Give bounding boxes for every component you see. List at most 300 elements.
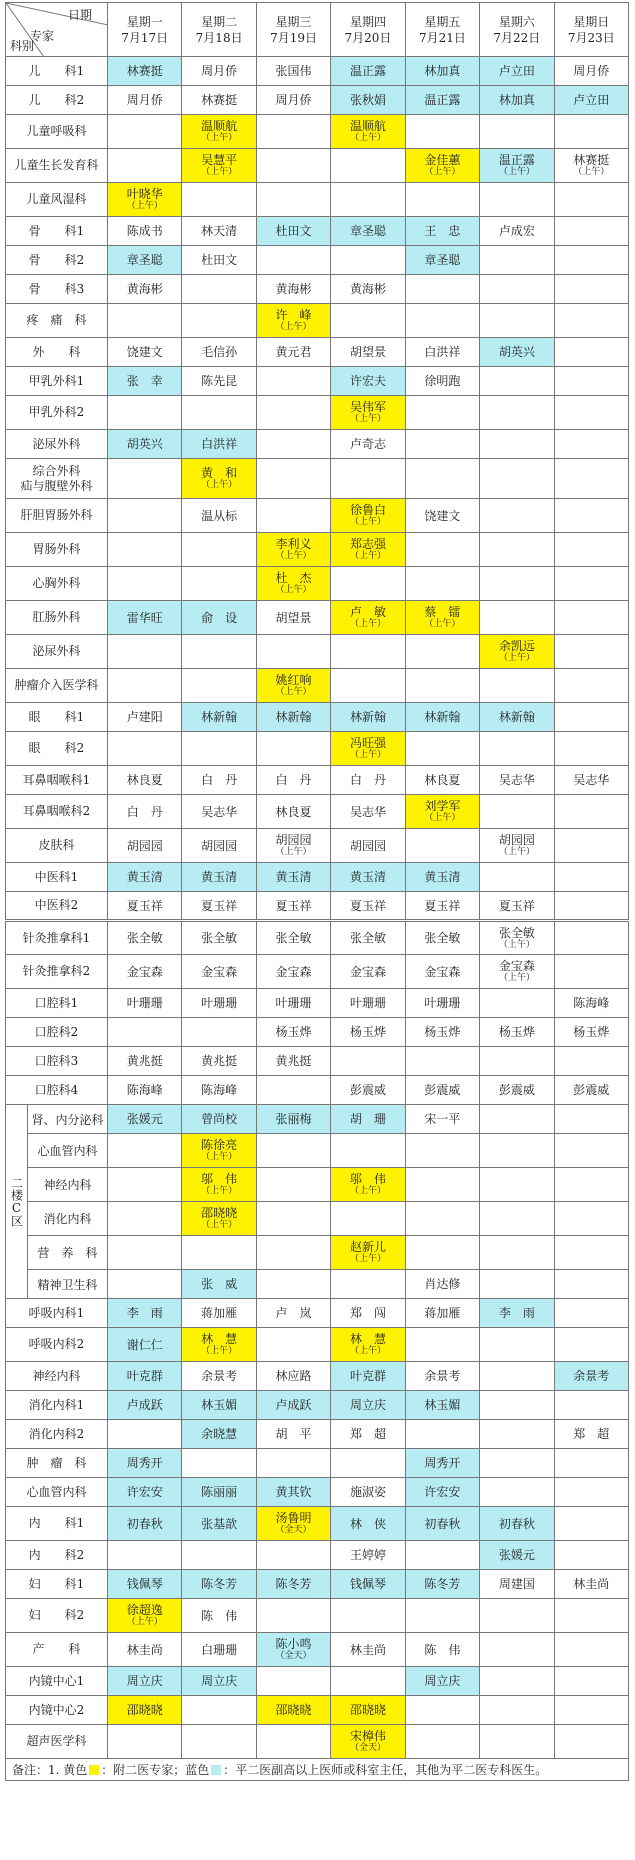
doctor-cell: [182, 459, 256, 499]
doctor-cell: [182, 829, 256, 863]
doctor-name: 蔡 镭: [424, 605, 461, 619]
doctor-cell: [480, 892, 554, 921]
doctor-cell: [331, 863, 405, 892]
doctor-cell: [256, 989, 330, 1018]
session-note: （上午）: [201, 167, 238, 177]
doctor-name: 卢成宏: [498, 224, 535, 238]
doctor-cell: [554, 703, 628, 732]
doctor-cell: [554, 1541, 628, 1570]
doctor-cell: [480, 338, 554, 367]
doctor-cell: [182, 1633, 256, 1667]
doctor-name: 林 侠: [349, 1516, 386, 1531]
doctor-name: 邵晓晓: [349, 1703, 386, 1717]
doctor-name: 黄玉清: [201, 870, 238, 884]
doctor-name: 许宏安: [424, 1485, 461, 1499]
doctor-cell: [331, 1696, 405, 1725]
doctor-cell: [554, 459, 628, 499]
session-note: （上午）: [349, 750, 386, 760]
doctor-cell: [331, 601, 405, 635]
day-header: [108, 3, 182, 57]
department-name: 骨 科3: [6, 275, 108, 304]
doctor-cell: [331, 367, 405, 396]
doctor-cell: [554, 1633, 628, 1667]
doctor-cell: [108, 1599, 182, 1633]
doctor-cell: [331, 892, 405, 921]
schedule-row: [6, 1420, 629, 1449]
doctor-cell: [182, 1202, 256, 1236]
department-name: 皮肤科: [6, 829, 108, 863]
department-name: 胃肠外科: [6, 533, 108, 567]
doctor-cell: [331, 1076, 405, 1105]
doctor-cell: [554, 57, 628, 86]
doctor-name: 叶晓华: [126, 187, 163, 201]
doctor-cell: [331, 1299, 405, 1328]
schedule-row: [6, 732, 629, 766]
department-name: 心血管内科: [28, 1134, 108, 1168]
session-note: （上午）: [498, 939, 535, 950]
doctor-cell: [182, 732, 256, 766]
doctor-name: 卢立田: [573, 93, 610, 107]
doctor-name: 陈 伟: [201, 1608, 238, 1623]
doctor-name: 林新翰: [201, 710, 238, 724]
doctor-name: 林赛挺: [201, 93, 238, 107]
doctor-name: 叶珊珊: [126, 996, 163, 1010]
schedule-row: [6, 115, 629, 149]
doctor-name: 张国伟: [275, 64, 312, 78]
group-label: 二楼C区: [6, 1105, 28, 1299]
doctor-name: 姚红响: [275, 673, 312, 687]
doctor-cell: [256, 1328, 330, 1362]
schedule-table: [5, 2, 629, 1759]
doctor-cell: [480, 430, 554, 459]
doctor-cell: [182, 1570, 256, 1599]
doctor-cell: [480, 1667, 554, 1696]
doctor-name: 夏玉祥: [498, 898, 535, 913]
doctor-cell: [480, 1168, 554, 1202]
doctor-cell: [480, 567, 554, 601]
doctor-name: 王婷婷: [349, 1548, 386, 1562]
doctor-cell: [108, 217, 182, 246]
doctor-cell: [331, 1541, 405, 1570]
department-name: 儿童生长发育科: [6, 149, 108, 183]
doctor-cell: [256, 217, 330, 246]
doctor-cell: [256, 338, 330, 367]
doctor-name: 彭震威: [573, 1083, 610, 1097]
department-name: 神经内科: [28, 1168, 108, 1202]
session-note: （上午）: [201, 1346, 238, 1356]
doctor-cell: [554, 1047, 628, 1076]
doctor-name: 吴志华: [201, 804, 238, 819]
doctor-name: 叶克群: [126, 1369, 163, 1383]
note-yellow-text: ：附二医专家；蓝色: [101, 1763, 210, 1777]
doctor-cell: [405, 1047, 479, 1076]
doctor-cell: [405, 795, 479, 829]
department-name: 营 养 科: [28, 1236, 108, 1270]
department-name: 口腔科2: [6, 1018, 108, 1047]
doctor-name: 林 慧: [349, 1332, 386, 1346]
doctor-cell: [480, 635, 554, 669]
schedule-row: [6, 829, 629, 863]
doctor-cell: [480, 732, 554, 766]
doctor-name: 白 丹: [201, 773, 238, 787]
doctor-cell: [331, 1362, 405, 1391]
doctor-cell: [256, 955, 330, 989]
doctor-name: 陈海峰: [126, 1083, 163, 1097]
doctor-cell: [331, 217, 405, 246]
doctor-name: 张全敏: [498, 925, 535, 940]
doctor-cell: [108, 1362, 182, 1391]
doctor-cell: [182, 1018, 256, 1047]
session-note: （上午）: [275, 847, 312, 857]
doctor-cell: [554, 396, 628, 430]
doctor-cell: [405, 1362, 479, 1391]
doctor-cell: [256, 86, 330, 115]
doctor-cell: [182, 1076, 256, 1105]
doctor-name: 金宝森: [498, 959, 535, 973]
doctor-cell: [182, 892, 256, 921]
date-value: 7月20日: [344, 30, 392, 45]
doctor-cell: [554, 1667, 628, 1696]
schedule-row: [6, 1236, 629, 1270]
doctor-cell: [331, 275, 405, 304]
session-note: （上午）: [126, 201, 163, 211]
doctor-cell: [108, 1236, 182, 1270]
doctor-name: 邵晓晓: [201, 1206, 238, 1220]
doctor-name: 彭震威: [498, 1083, 535, 1097]
doctor-cell: [331, 1134, 405, 1168]
department-name: 中医科1: [6, 863, 108, 892]
department-name: 呼吸内科1: [6, 1299, 108, 1328]
doctor-cell: [108, 1018, 182, 1047]
schedule-row: [6, 1633, 629, 1667]
doctor-cell: [331, 1507, 405, 1541]
doctor-name: 林良夏: [424, 773, 461, 787]
doctor-name: 林 慧: [201, 1332, 238, 1346]
doctor-cell: [554, 1599, 628, 1633]
doctor-name: 周月侨: [573, 64, 610, 78]
doctor-name: 毛信孙: [201, 345, 238, 359]
day-header: [256, 3, 330, 57]
doctor-cell: [182, 1134, 256, 1168]
doctor-cell: [182, 1391, 256, 1420]
doctor-cell: [256, 1420, 330, 1449]
doctor-cell: [331, 989, 405, 1018]
session-note: （全天）: [275, 1651, 312, 1661]
blue-swatch: [211, 1765, 221, 1775]
doctor-name: 林天清: [201, 224, 238, 238]
doctor-cell: [554, 149, 628, 183]
header-row: [6, 3, 629, 57]
doctor-name: 卢建阳: [126, 710, 163, 724]
doctor-name: 金宝森: [275, 964, 312, 979]
doctor-cell: [108, 1478, 182, 1507]
doctor-name: 李 雨: [498, 1306, 535, 1320]
session-note: （上午）: [573, 167, 610, 177]
doctor-cell: [108, 1449, 182, 1478]
doctor-cell: [108, 367, 182, 396]
doctor-cell: [405, 1667, 479, 1696]
doctor-cell: [405, 635, 479, 669]
doctor-name: 张全敏: [275, 931, 312, 945]
department-name: 产 科: [6, 1633, 108, 1667]
doctor-name: 徐鲁白: [349, 503, 386, 517]
doctor-cell: [256, 829, 330, 863]
date-value: 7月18日: [195, 30, 243, 45]
doctor-cell: [256, 1299, 330, 1328]
doctor-cell: [108, 86, 182, 115]
doctor-cell: [256, 275, 330, 304]
doctor-cell: [331, 795, 405, 829]
corner-cell: [6, 3, 108, 57]
doctor-name: 林新翰: [275, 710, 312, 724]
doctor-cell: [182, 338, 256, 367]
doctor-name: 林应路: [275, 1369, 312, 1383]
doctor-name: 陈冬芳: [275, 1577, 312, 1591]
schedule-row: [6, 567, 629, 601]
doctor-cell: [108, 1696, 182, 1725]
session-note: （上午）: [275, 322, 312, 332]
doctor-cell: [108, 989, 182, 1018]
session-note: （上午）: [201, 480, 238, 490]
doctor-cell: [256, 533, 330, 567]
doctor-cell: [182, 669, 256, 703]
doctor-cell: [480, 1328, 554, 1362]
doctor-name: 林玉媚: [424, 1398, 461, 1412]
doctor-cell: [480, 217, 554, 246]
doctor-name: 胡园园: [275, 833, 312, 847]
doctor-cell: [405, 115, 479, 149]
doctor-name: 胡 珊: [349, 1112, 386, 1126]
doctor-cell: [554, 86, 628, 115]
doctor-cell: [182, 396, 256, 430]
doctor-name: 吴志华: [498, 773, 535, 787]
doctor-name: 黄海彬: [275, 282, 312, 296]
doctor-name: 黄玉清: [349, 870, 386, 884]
doctor-cell: [480, 989, 554, 1018]
doctor-cell: [405, 430, 479, 459]
doctor-cell: [108, 766, 182, 795]
doctor-cell: [554, 115, 628, 149]
schedule-row: [6, 367, 629, 396]
doctor-cell: [480, 1236, 554, 1270]
doctor-cell: [108, 459, 182, 499]
doctor-cell: [554, 367, 628, 396]
doctor-cell: [182, 1696, 256, 1725]
doctor-cell: [331, 338, 405, 367]
doctor-cell: [405, 1270, 479, 1299]
doctor-cell: [554, 1134, 628, 1168]
doctor-name: 陈先昆: [201, 374, 238, 388]
doctor-cell: [405, 732, 479, 766]
doctor-cell: [331, 921, 405, 955]
doctor-cell: [554, 567, 628, 601]
doctor-cell: [182, 1507, 256, 1541]
schedule-row: [6, 669, 629, 703]
doctor-cell: [182, 766, 256, 795]
footnote: [5, 1759, 629, 1781]
doctor-cell: [331, 1633, 405, 1667]
doctor-name: 白 丹: [349, 773, 386, 787]
doctor-cell: [405, 703, 479, 732]
doctor-cell: [480, 86, 554, 115]
doctor-cell: [480, 1725, 554, 1759]
doctor-cell: [405, 246, 479, 275]
doctor-cell: [256, 795, 330, 829]
doctor-name: 郑 超: [573, 1427, 610, 1441]
doctor-cell: [405, 1478, 479, 1507]
doctor-cell: [405, 1599, 479, 1633]
doctor-cell: [331, 1725, 405, 1759]
doctor-cell: [480, 1696, 554, 1725]
doctor-cell: [331, 1449, 405, 1478]
doctor-cell: [182, 275, 256, 304]
doctor-name: 余晓慧: [201, 1427, 238, 1441]
doctor-name: 蒋加雁: [424, 1306, 461, 1320]
doctor-name: 周月侨: [275, 93, 312, 107]
doctor-name: 陈丽丽: [201, 1485, 238, 1499]
doctor-cell: [405, 669, 479, 703]
department-name: 耳鼻咽喉科1: [6, 766, 108, 795]
doctor-name: 黄玉清: [424, 870, 461, 884]
doctor-cell: [480, 499, 554, 533]
doctor-cell: [480, 183, 554, 217]
doctor-cell: [182, 533, 256, 567]
doctor-name: 林新翰: [424, 710, 461, 724]
department-name: 针灸推拿科1: [6, 921, 108, 955]
doctor-cell: [182, 430, 256, 459]
doctor-cell: [108, 183, 182, 217]
doctor-cell: [182, 183, 256, 217]
doctor-cell: [480, 1599, 554, 1633]
doctor-cell: [182, 1299, 256, 1328]
department-name: 儿童呼吸科: [6, 115, 108, 149]
department-name: 超声医学科: [6, 1725, 108, 1759]
doctor-name: 叶珊珊: [349, 996, 386, 1010]
department-name: 内镜中心1: [6, 1667, 108, 1696]
doctor-name: 施淑姿: [349, 1485, 386, 1499]
doctor-name: 张 幸: [126, 374, 163, 388]
doctor-name: 周立庆: [126, 1674, 163, 1688]
doctor-cell: [405, 396, 479, 430]
doctor-name: 郑 超: [349, 1427, 386, 1441]
doctor-cell: [182, 989, 256, 1018]
session-note: （上午）: [349, 1254, 386, 1264]
doctor-cell: [182, 921, 256, 955]
department-name: 眼 科1: [6, 703, 108, 732]
doctor-cell: [182, 1599, 256, 1633]
doctor-name: 彭震威: [349, 1083, 386, 1097]
department-name: 肿 瘤 科: [6, 1449, 108, 1478]
doctor-cell: [108, 1047, 182, 1076]
doctor-cell: [108, 795, 182, 829]
doctor-cell: [480, 955, 554, 989]
doctor-cell: [331, 955, 405, 989]
doctor-cell: [331, 115, 405, 149]
doctor-cell: [108, 1391, 182, 1420]
schedule-row: [6, 499, 629, 533]
doctor-cell: [331, 829, 405, 863]
doctor-cell: [108, 1105, 182, 1134]
schedule-row: [6, 703, 629, 732]
schedule-row: [6, 989, 629, 1018]
doctor-cell: [480, 1507, 554, 1541]
department-name: 骨 科2: [6, 246, 108, 275]
date-value: 7月23日: [567, 30, 615, 45]
doctor-name: 张基歆: [201, 1516, 238, 1531]
doctor-cell: [480, 246, 554, 275]
doctor-cell: [182, 367, 256, 396]
doctor-name: 胡英兴: [498, 345, 535, 359]
doctor-name: 叶珊珊: [275, 996, 312, 1010]
schedule-row: [6, 57, 629, 86]
yellow-swatch: [89, 1765, 99, 1775]
doctor-cell: [256, 1449, 330, 1478]
doctor-cell: [256, 1696, 330, 1725]
department-name: 神经内科: [6, 1362, 108, 1391]
doctor-name: 胡园园: [201, 838, 238, 853]
department-name: 肛肠外科: [6, 601, 108, 635]
department-name: 肾、内分泌科: [28, 1105, 108, 1134]
schedule-row: [6, 766, 629, 795]
doctor-cell: [256, 1168, 330, 1202]
doctor-name: 陈海峰: [573, 996, 610, 1010]
doctor-cell: [182, 703, 256, 732]
doctor-cell: [480, 1391, 554, 1420]
department-name: 心胸外科: [6, 567, 108, 601]
doctor-cell: [554, 1725, 628, 1759]
session-note: （上午）: [349, 551, 386, 561]
doctor-cell: [256, 1134, 330, 1168]
doctor-cell: [480, 795, 554, 829]
day-header: [331, 3, 405, 57]
doctor-cell: [331, 533, 405, 567]
doctor-cell: [256, 1391, 330, 1420]
schedule-row: [6, 1599, 629, 1633]
doctor-cell: [182, 955, 256, 989]
doctor-cell: [108, 1541, 182, 1570]
doctor-cell: [331, 766, 405, 795]
doctor-name: 余景考: [573, 1369, 610, 1383]
doctor-cell: [554, 1449, 628, 1478]
doctor-cell: [108, 338, 182, 367]
schedule-row: [6, 635, 629, 669]
weekday-label: 星期三: [275, 14, 312, 29]
doctor-cell: [554, 430, 628, 459]
doctor-name: 胡园园: [349, 838, 386, 853]
doctor-cell: [182, 217, 256, 246]
doctor-name: 金宝森: [126, 964, 163, 979]
doctor-name: 吴伟军: [349, 400, 386, 414]
doctor-name: 温从标: [201, 508, 238, 523]
doctor-cell: [554, 246, 628, 275]
doctor-name: 张全敏: [201, 931, 238, 945]
doctor-cell: [256, 921, 330, 955]
doctor-name: 章圣聪: [424, 253, 461, 267]
doctor-name: 张媛元: [498, 1548, 535, 1562]
doctor-cell: [108, 149, 182, 183]
department-name: 内镜中心2: [6, 1696, 108, 1725]
doctor-cell: [405, 1507, 479, 1541]
doctor-name: 金宝森: [201, 964, 238, 979]
doctor-cell: [405, 766, 479, 795]
doctor-name: 金宝森: [349, 964, 386, 979]
doctor-cell: [554, 1202, 628, 1236]
doctor-cell: [108, 601, 182, 635]
doctor-name: 林良夏: [126, 773, 163, 787]
doctor-cell: [331, 1420, 405, 1449]
doctor-name: 卢 敏: [349, 605, 386, 619]
doctor-name: 黄玉清: [275, 870, 312, 884]
